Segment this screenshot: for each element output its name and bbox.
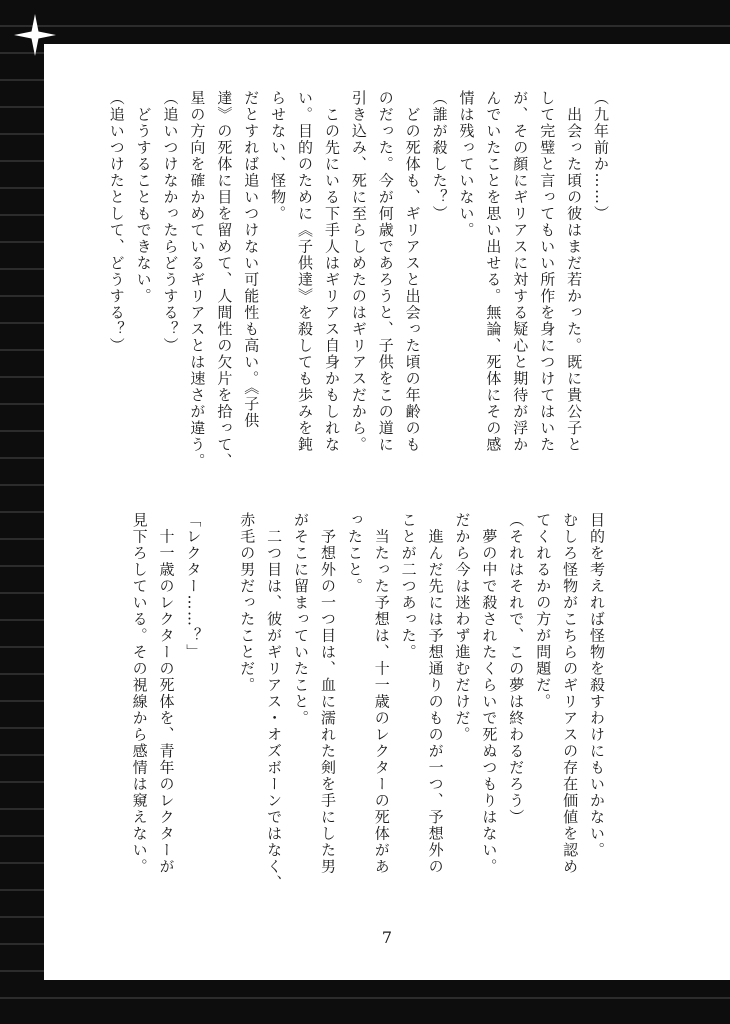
text-line: 夢の中で殺されたくらいで死ぬつもりはない。 (480, 512, 499, 875)
text-line: 当たった予想は、十一歳のレクターの死体があ (372, 512, 391, 875)
text-line: むしろ怪物がこちらのギリアスの存在価値を認め (561, 512, 580, 875)
text-line: 星の方向を確かめているギリアスとは速さが違う。 (188, 90, 207, 470)
text-line: のだった。今が何歳であろうと、子供をこの道に (376, 90, 395, 453)
text-line: （九年前か……） (592, 90, 610, 222)
text-line: 予想外の一つ目は、血に濡れた剣を手にした男 (318, 512, 337, 875)
text-line: がそこに留まっていたこと。 (292, 512, 311, 727)
text-line: 進んだ先には予想通りのものが一つ、予想外の (426, 512, 445, 875)
text-line: 引き込み、死に至らしめたのはギリアスだから。 (349, 90, 368, 453)
text-line: （誰が殺した？） (430, 90, 449, 222)
text-line: だとすれば追いつけない可能性も高い。《子供 (242, 90, 261, 429)
text-line: どの死体も、ギリアスと出会った頃の年齢のも (403, 90, 422, 453)
text-line (206, 512, 233, 927)
lower-text-block (126, 512, 610, 927)
text-line: 十一歳のレクターの死体を、青年のレクターが (157, 512, 176, 875)
text-line: だから今は迷わず進むだけだ。 (453, 512, 472, 743)
upper-text-block (103, 90, 614, 510)
text-line: （追いつけたとして、どうする？） (107, 90, 126, 354)
text-line: てくれるかの方が問題だ。 (534, 512, 553, 710)
text-line: 「レクター……？」 (184, 512, 203, 661)
text-line: い。目的のために《子供達》を殺しても歩みを鈍 (296, 90, 315, 453)
text-line: んでいたことを思い出せる。無論、死体にその感 (484, 90, 503, 453)
text-line: （追いつけなかったらどうする？） (161, 90, 180, 354)
text-line: 目的を考えれば怪物を殺すわけにもいかない。 (588, 512, 606, 859)
book-page (44, 44, 730, 980)
text-line: 赤毛の男だったことだ。 (238, 512, 257, 694)
text-line: どうすることもできない。 (134, 90, 153, 305)
text-line: 情は残っていない。 (457, 90, 476, 239)
text-line: （それはそれで、この夢は終わるだろう） (507, 512, 526, 826)
text-line: 見下ろしている。その視線から感情は窺えない。 (130, 512, 149, 875)
text-line: 出会った頃の彼はまだ若かった。既に貴公子と (565, 90, 584, 453)
text-line: して完璧と言ってもいい所作を身につけてはいた (538, 90, 557, 453)
text-line: ったこと。 (345, 512, 364, 595)
text-line: 二つ目は、彼がギリアス・オズボーンではなく、 (265, 512, 284, 892)
text-line: らせない、怪物。 (269, 90, 288, 222)
text-line: が、その顔にギリアスに対する疑心と期待が浮か (511, 90, 530, 453)
text-line: ことが二つあった。 (399, 512, 418, 661)
text-line: この先にいる下手人はギリアス自身かもしれな (322, 90, 341, 453)
text-line: 達》の死体に目を留めて、人間性の欠片を拾って、 (215, 90, 234, 470)
page-number: 7 (381, 928, 393, 947)
